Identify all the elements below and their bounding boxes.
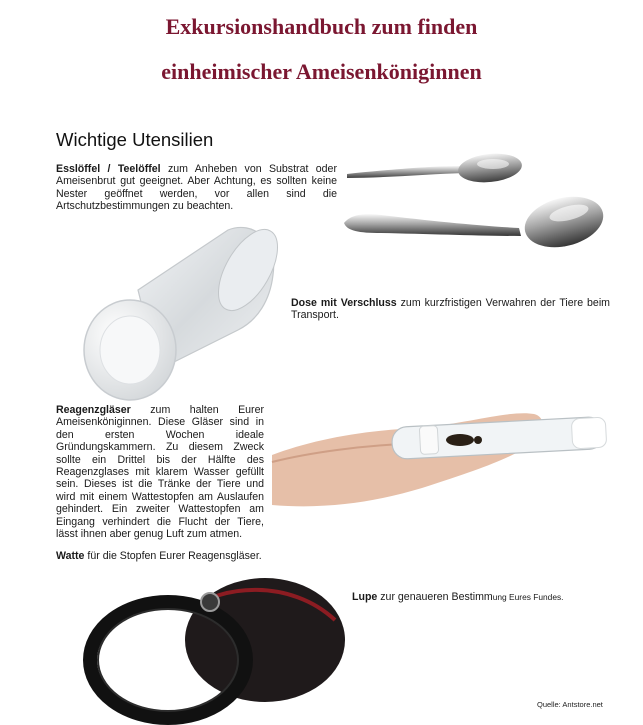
cotton-term: Watte: [56, 550, 85, 562]
magnifier-term: Lupe: [352, 591, 378, 603]
container-term: Dose mit Verschluss: [291, 297, 397, 309]
container-paragraph: [291, 297, 610, 322]
magnifier-text-small: ung Eures Fundes.: [492, 592, 564, 602]
magnifier-image: [80, 580, 350, 720]
magnifier-paragraph: [352, 591, 612, 603]
spoon-paragraph: [56, 163, 337, 213]
container-text: zum kurzfristigen Verwahren der Tiere beim Transport.: [291, 297, 611, 322]
cotton-text: für die Stopfen Eurer Reagensgläser.: [84, 550, 262, 562]
tube-term: Reagenzgläser: [56, 404, 131, 416]
image-source-credit: Quelle: Antstore.net: [537, 700, 603, 709]
teaspoon-image: [345, 148, 525, 192]
tube-paragraph: [56, 404, 264, 540]
spoon-term: Esslöffel / Teelöffel: [56, 163, 161, 175]
tube-text: zum halten Eurer Ameisenköniginnen. Diese Gläser sind in den ersten Wochen ideale Gründungskammern. Zu diesem Zweck sollte ein Drittel bis der Hälfte des Reagenzglases mit klarem Wasser gefüllt sein. Dieses ist die Tränke der Tiere und wird mit einem Wattestopfen am Auslaufen gehindert. Ein zweiter Wattestopfen am Eingang verhindert die Flucht der Tiere, lässt ihnen aber genug Luft zum atmen.: [56, 404, 264, 541]
page-title-line-1: Exkursionshandbuch zum finden: [165, 14, 478, 39]
tablespoon-image: [341, 193, 606, 253]
cotton-paragraph: [56, 550, 316, 562]
container-image: [78, 220, 278, 400]
section-heading: Wichtige Utensilien: [56, 129, 214, 150]
spoon-text: zum Anheben von Substrat oder Ameisenbrut gut geeignet. Aber Achtung, es sollten keine Nester geöffnet werden, vor allen sind die Artschutzbestimmungen zu beachten.: [56, 163, 337, 213]
test-tube-hand-image: [272, 400, 614, 525]
magnifier-text: zur genaueren Bestimm: [377, 591, 493, 603]
page-title-line-2: einheimischer Ameisenköniginnen: [161, 59, 482, 84]
